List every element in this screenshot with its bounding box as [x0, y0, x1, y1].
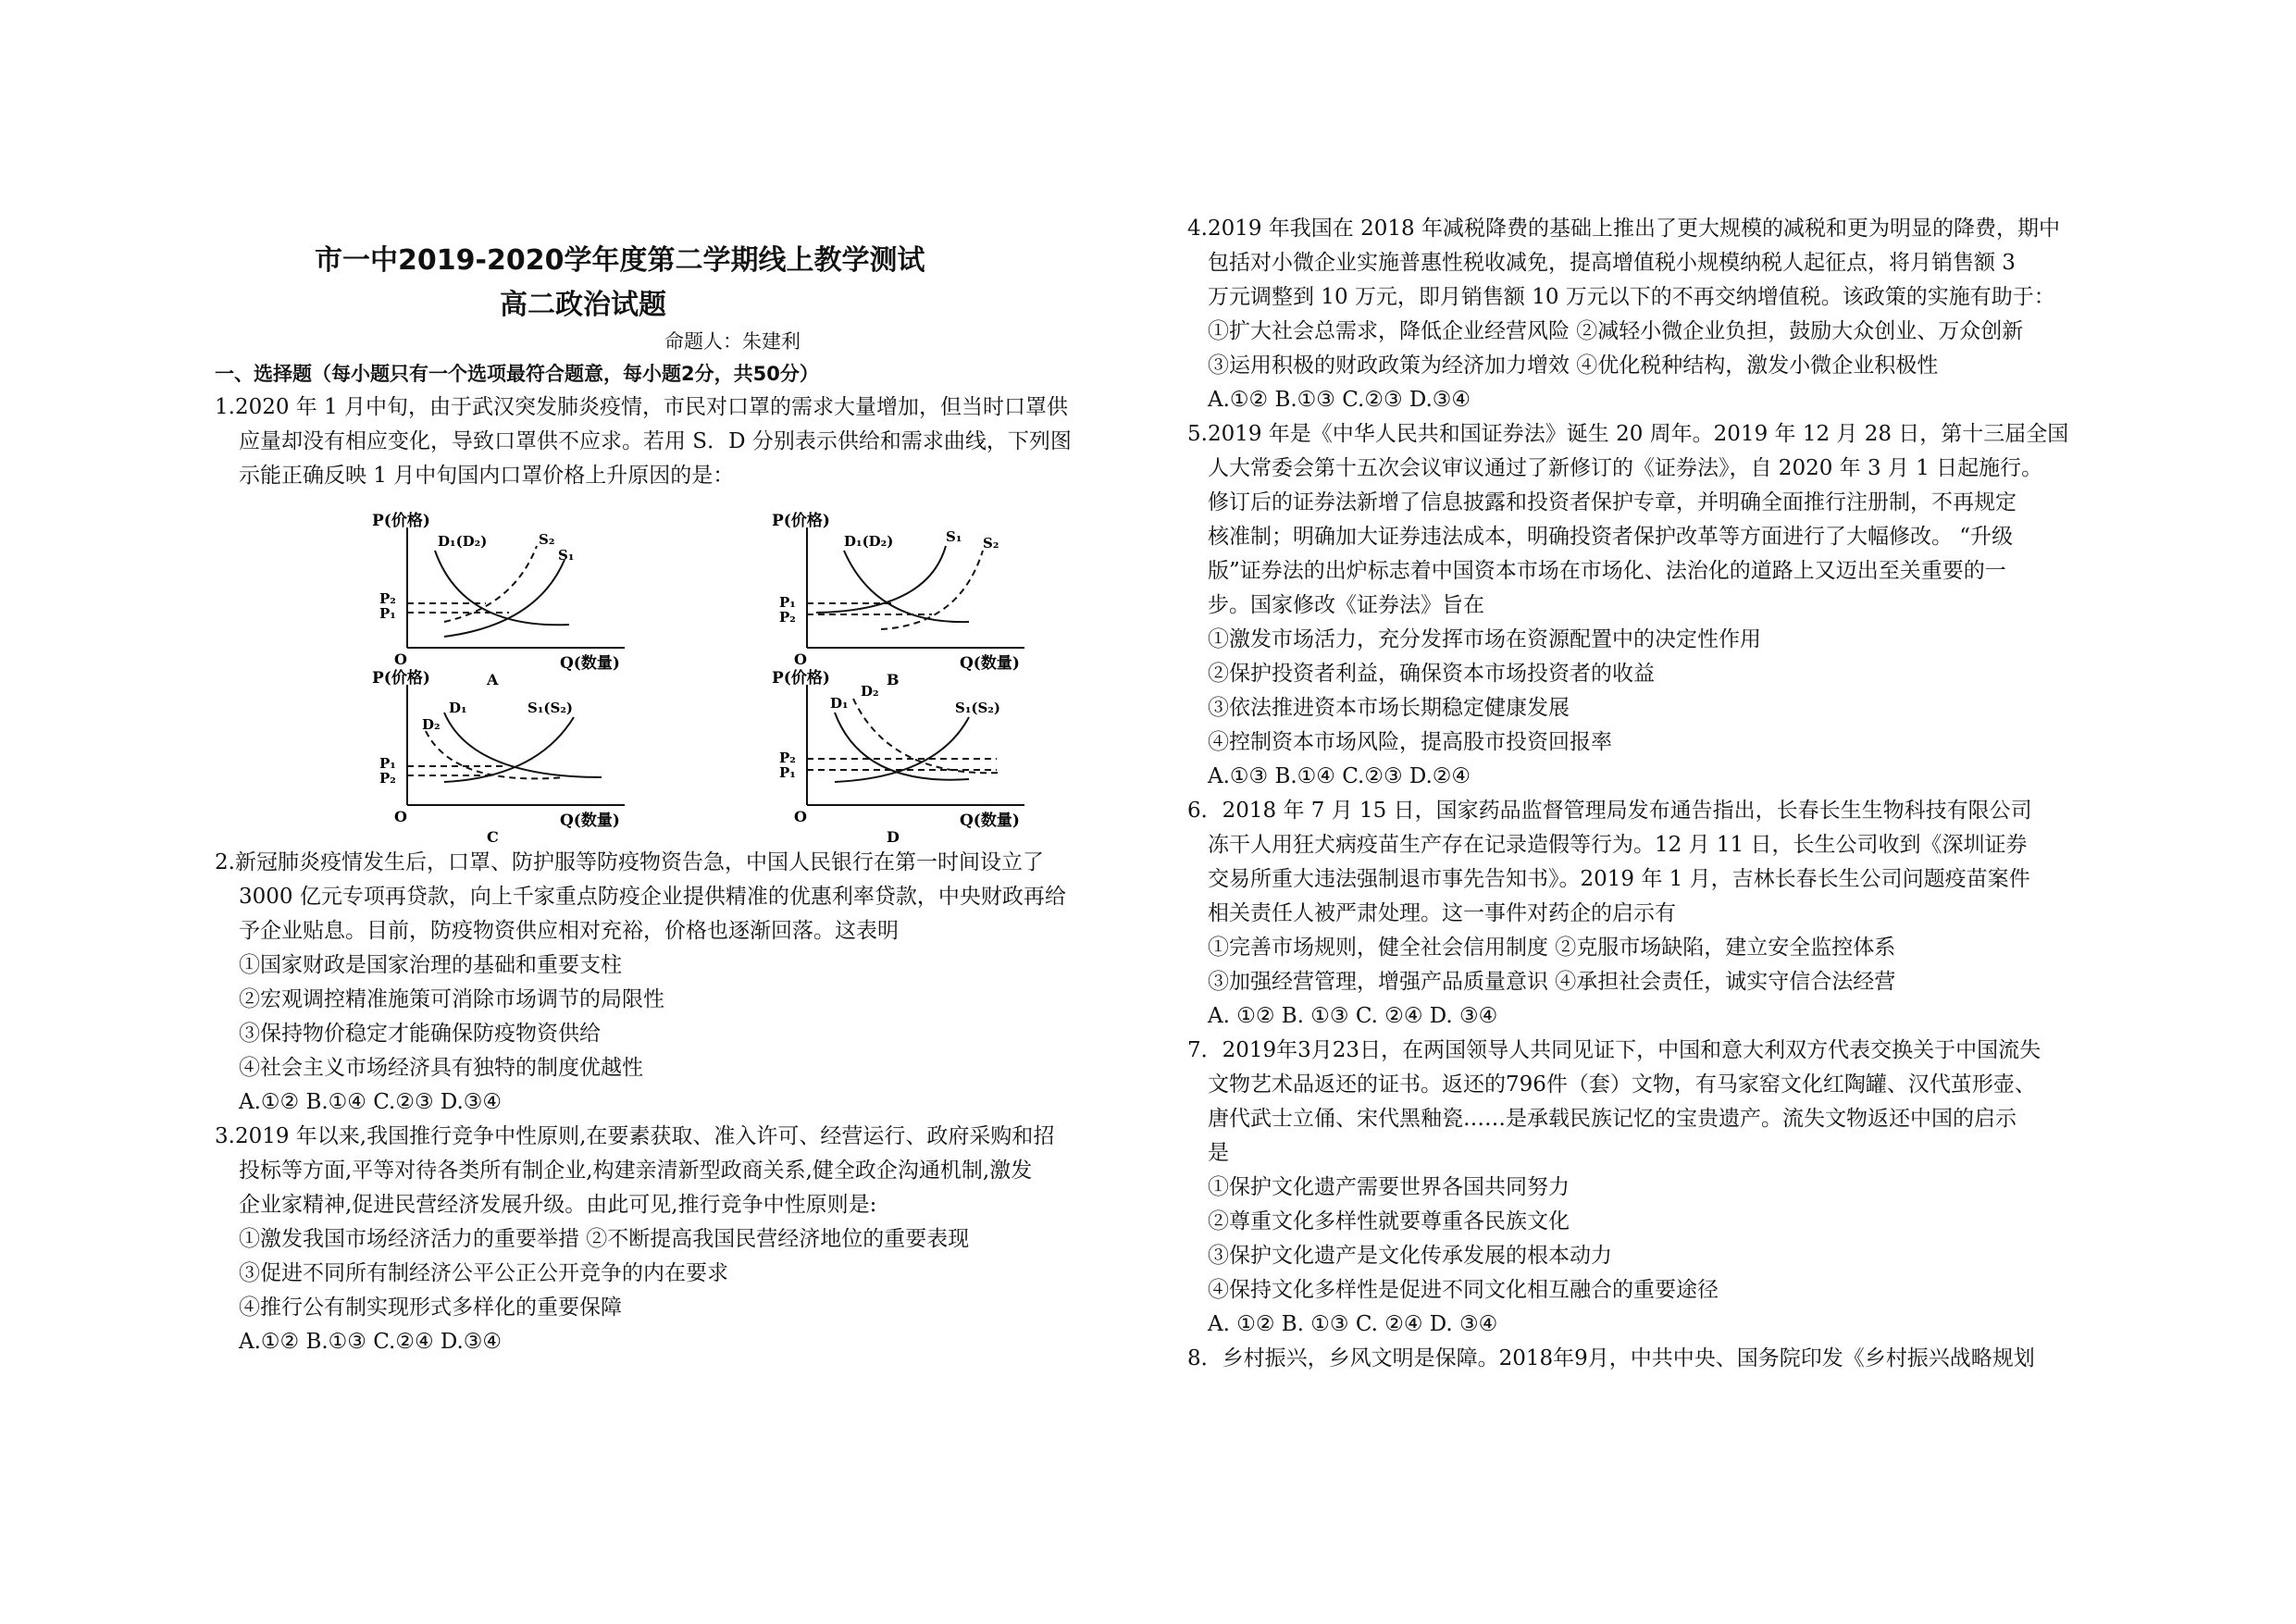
demand-curve	[844, 551, 969, 622]
curve-label: D₁	[830, 695, 849, 712]
right-column-line: ③保护文化遗产是文化传承发展的根本动力	[1208, 1244, 1612, 1268]
exam-author: 命题人：朱建利	[664, 330, 800, 353]
left-column-line: 投标等方面,平等对待各类所有制企业,构建亲清新型政商关系,健全政企沟通机制,激发	[239, 1159, 1033, 1183]
curve-label: D₂	[861, 683, 879, 700]
right-column-line: 核准制；明确加大证券违法成本，明确投资者保护改革等方面进行了大幅修改。 “升级	[1208, 525, 2014, 549]
left-column-line: 2.新冠肺炎疫情发生后，口罩、防护服等防疫物资告急，中国人民银行在第一时间设立了	[215, 850, 1044, 874]
price-tick-label: P₂	[379, 770, 396, 787]
supply-curve-s2	[881, 551, 983, 629]
price-axis-label: P(价格)	[372, 512, 430, 530]
panel-label: D	[887, 828, 900, 846]
origin-label: O	[394, 808, 407, 825]
right-column-line: ③运用积极的财政政策为经济加力增效 ④优化税种结构，激发小微企业积极性	[1208, 353, 1939, 378]
price-axis-label: P(价格)	[772, 669, 830, 688]
price-tick-label: P₁	[779, 594, 796, 611]
price-tick-label: P₂	[779, 609, 796, 626]
left-column-line: ④社会主义市场经济具有独特的制度优越性	[239, 1056, 643, 1080]
right-column-line: ③加强经营管理，增强产品质量意识 ④承担社会责任，诚实守信合法经营	[1208, 970, 1896, 994]
curve-label: D₁(D₂)	[438, 533, 488, 550]
curve-label: D₁(D₂)	[844, 533, 894, 550]
price-tick-label: P₂	[379, 590, 396, 607]
right-column-line: 7．2019年3月23日，在两国领导人共同见证下，中国和意大利双方代表交换关于中国流失	[1187, 1038, 2042, 1062]
right-column-line: ①扩大社会总需求，降低企业经营风险 ②减轻小微企业负担，鼓励大众创业、万众创新	[1208, 319, 2024, 343]
right-column-line: 万元调整到 10 万元，即月销售额 10 万元以下的不再交纳增值税。该政策的实施有助于：	[1208, 285, 2055, 309]
left-column-line: 3.2019 年以来,我国推行竞争中性原则,在要素获取、准入许可、经营运行、政府采购和招	[215, 1124, 1055, 1148]
left-column-line: 企业家精神,促进民营经济发展升级。由此可见,推行竞争中性原则是:	[239, 1193, 877, 1217]
right-column-line: 是	[1208, 1141, 1229, 1165]
curve-label: S₂	[983, 535, 999, 552]
curve-label: S₁(S₂)	[955, 700, 1000, 716]
right-column-line: 冻干人用狂犬病疫苗生产存在记录造假等行为。12 月 11 日，长生公司收到《深圳证券	[1208, 833, 2028, 857]
origin-label: O	[394, 651, 407, 668]
left-column-line: A.①② B.①④ C.②③ D.③④	[239, 1090, 503, 1114]
right-column-line: 6．2018 年 7 月 15 日，国家药品监督管理局发布通告指出，长春长生生物科技有限公司	[1187, 799, 2032, 823]
price-tick-label: P₁	[779, 764, 796, 781]
origin-label: O	[794, 651, 807, 668]
curve-label: D₂	[422, 716, 441, 733]
panel-label: B	[887, 671, 900, 688]
supply-curve	[444, 717, 574, 782]
left-column-line: 应量却没有相应变化，导致口罩供不应求。若用 S．D 分别表示供给和需求曲线，下列图	[239, 429, 1072, 453]
right-column-line: 相关责任人被严肃处理。这一事件对药企的启示有	[1208, 901, 1676, 925]
left-column-line: ③促进不同所有制经济公平公正公开竞争的内在要求	[239, 1261, 728, 1285]
demand-curve-d2	[426, 731, 565, 778]
curve-label: S₁	[558, 547, 575, 564]
quantity-axis-label: Q(数量)	[960, 654, 1020, 673]
left-column-line: 予企业贴息。目前，防疫物资供应相对充裕，价格也逐渐回落。这表明	[239, 919, 899, 943]
right-column-line: 文物艺术品返还的证书。返还的796件（套）文物，有马家窑文化红陶罐、汉代茧形壶、	[1208, 1072, 2036, 1097]
left-column-line: ④推行公有制实现形式多样化的重要保障	[239, 1295, 622, 1320]
curve-label: S₂	[539, 531, 555, 548]
price-axis-label: P(价格)	[772, 512, 830, 530]
left-column-line: ①国家财政是国家治理的基础和重要支柱	[239, 953, 622, 977]
panel-label: A	[487, 671, 499, 688]
quantity-axis-label: Q(数量)	[960, 812, 1020, 830]
price-tick-label: P₂	[779, 750, 796, 766]
supply-curve	[835, 717, 969, 782]
right-column-line: A.①② B.①③ C.②③ D.③④	[1208, 388, 1471, 412]
curve-label: S₁	[946, 528, 962, 545]
section-heading: 一、选择题（每小题只有一个选项最符合题意，每小题2分，共50分）	[215, 363, 819, 385]
right-column-line: 版”证券法的出炉标志着中国资本市场在市场化、法治化的道路上又迈出至关重要的一	[1208, 559, 2006, 583]
right-column-line: 人大常委会第十五次会议审议通过了新修订的《证券法》，自 2020 年 3 月 1 日起施行。	[1208, 456, 2043, 480]
right-column-line: 5.2019 年是《中华人民共和国证券法》诞生 20 周年。2019 年 12 月 28 日，第十三届全国	[1187, 422, 2069, 446]
right-column-line: ①保护文化遗产需要世界各国共同努力	[1208, 1175, 1570, 1199]
exam-subtitle: 高二政治试题	[500, 289, 666, 321]
quantity-axis-label: Q(数量)	[560, 654, 620, 673]
left-column-line: ③保持物价稳定才能确保防疫物资供给	[239, 1022, 601, 1046]
right-column-line: 4.2019 年我国在 2018 年减税降费的基础上推出了更大规模的减税和更为明显的降费，期中	[1187, 217, 2060, 241]
right-column-line: 8．乡村振兴，乡风文明是保障。2018年9月，中共中央、国务院印发《乡村振兴战略规划	[1187, 1346, 2035, 1370]
panel-label: C	[487, 828, 499, 846]
curve-label: S₁(S₂)	[527, 700, 573, 716]
demand-curve	[435, 551, 569, 625]
left-column-line: 1.2020 年 1 月中旬，由于武汉突发肺炎疫情，市民对口罩的需求大量增加，但当时口罩供	[215, 395, 1069, 419]
right-column-line: 唐代武士立俑、宋代黑釉瓷……是承载民族记忆的宝贵遗产。流失文物返还中国的启示	[1208, 1107, 2017, 1131]
right-column-line: A.①③ B.①④ C.②③ D.②④	[1208, 764, 1471, 788]
origin-label: O	[794, 808, 807, 825]
right-column-line: ②尊重文化多样性就要尊重各民族文化	[1208, 1209, 1570, 1233]
price-axis-label: P(价格)	[372, 669, 430, 688]
left-column-line: A.①② B.①③ C.②④ D.③④	[239, 1330, 503, 1354]
right-column-line: 修订后的证券法新增了信息披露和投资者保护专章，并明确全面推行注册制，不再规定	[1208, 490, 2017, 514]
right-column-line: ①激发市场活力，充分发挥市场在资源配置中的决定性作用	[1208, 627, 1761, 651]
left-column-line: 示能正确反映 1 月中旬国内口罩价格上升原因的是：	[239, 464, 735, 488]
right-column-line: 交易所重大违法强制退市事先告知书》。2019 年 1 月，吉林长春长生公司问题疫苗案件	[1208, 867, 2030, 891]
right-column-line: A. ①② B. ①③ C. ②④ D. ③④	[1208, 1312, 1498, 1336]
price-tick-label: P₁	[379, 755, 396, 772]
left-column-line: 3000 亿元专项再贷款，向上千家重点防疫企业提供精准的优惠利率贷款，中央财政再给	[239, 885, 1066, 909]
right-column-line: 包括对小微企业实施普惠性税收减免，提高增值税小规模纳税人起征点，将月销售额 3	[1208, 251, 2016, 275]
curve-label: D₁	[449, 700, 467, 716]
left-column-line: ①激发我国市场经济活力的重要举措 ②不断提高我国民营经济地位的重要表现	[239, 1227, 970, 1251]
right-column-line: ③依法推进资本市场长期稳定健康发展	[1208, 696, 1570, 720]
exam-title: 市一中2019-2020学年度第二学期线上教学测试	[315, 244, 925, 277]
quantity-axis-label: Q(数量)	[560, 812, 620, 830]
right-column-line: ④保持文化多样性是促进不同文化相互融合的重要途径	[1208, 1278, 1719, 1302]
right-column-line: ①完善市场规则，健全社会信用制度 ②克服市场缺陷，建立安全监控体系	[1208, 936, 1896, 960]
right-column-line: ④控制资本市场风险，提高股市投资回报率	[1208, 730, 1612, 754]
price-tick-label: P₁	[379, 605, 396, 622]
right-column-line: A. ①② B. ①③ C. ②④ D. ③④	[1208, 1004, 1498, 1028]
right-column-line: ②保护投资者利益，确保资本市场投资者的收益	[1208, 662, 1655, 686]
right-column-line: 步。国家修改《证券法》旨在	[1208, 593, 1484, 617]
left-column-line: ②宏观调控精准施策可消除市场调节的局限性	[239, 987, 664, 1011]
